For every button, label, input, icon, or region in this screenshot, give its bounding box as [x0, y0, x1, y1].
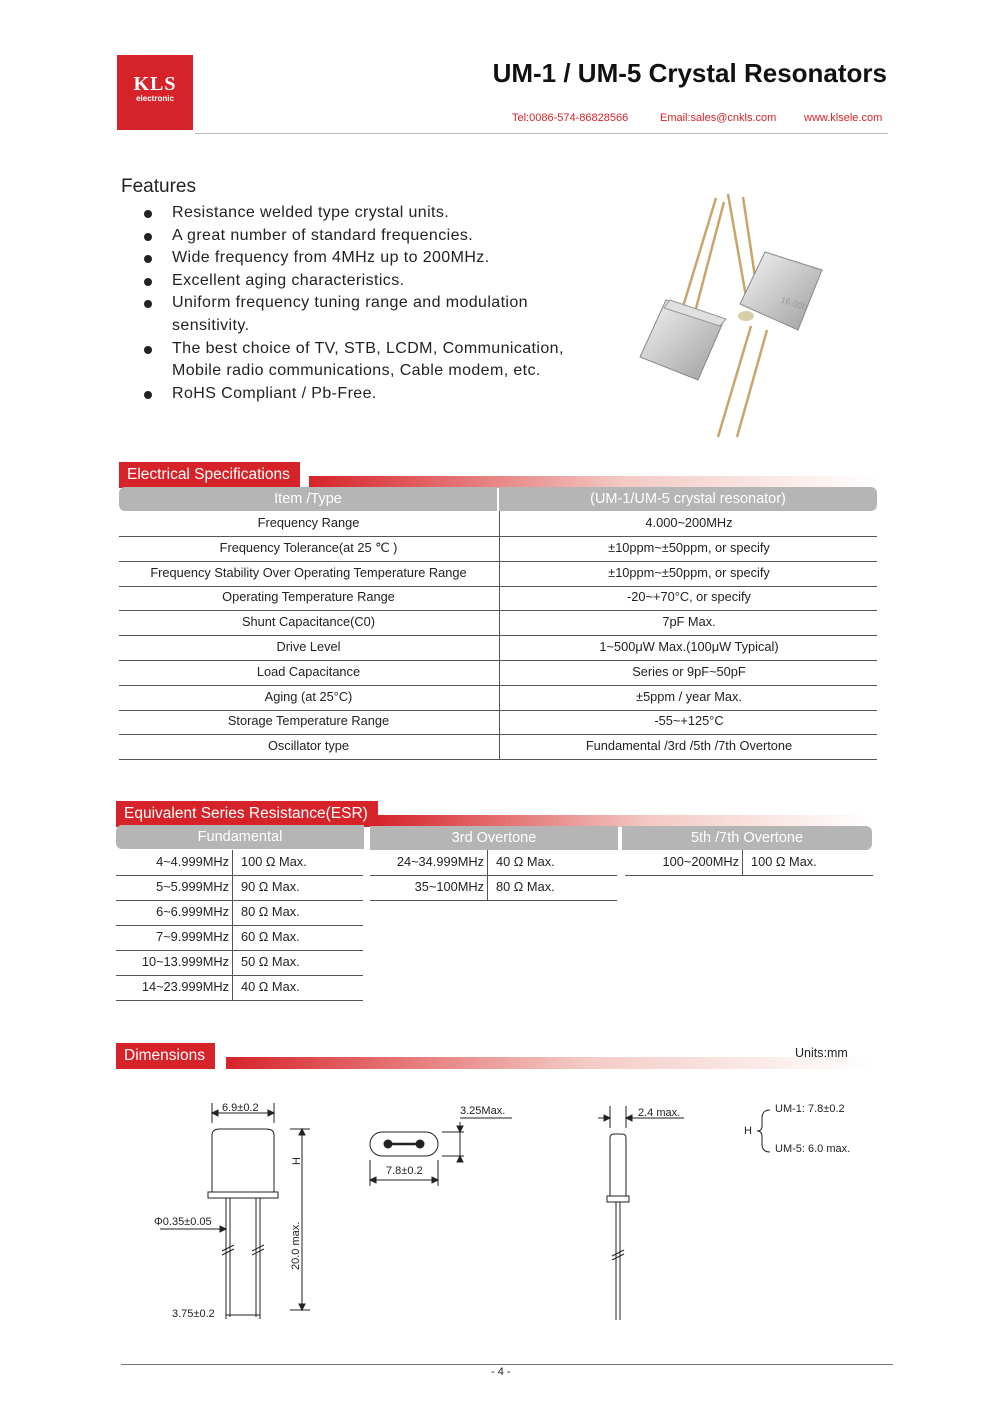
page-number: - 4 - — [491, 1366, 511, 1378]
table-row — [625, 850, 873, 876]
spec-item: Shunt Capacitance(C0) — [241, 614, 376, 629]
esr-freq: 100~200MHz — [662, 854, 739, 869]
esr-freq: 35~100MHz — [414, 879, 484, 894]
h-legend-brace — [754, 1108, 774, 1154]
table-row — [119, 635, 877, 661]
features-list — [142, 202, 582, 405]
esr-freq: 14~23.999MHz — [141, 979, 229, 994]
spec-value: Series or 9pF~50pF — [499, 660, 878, 685]
table-row — [119, 685, 877, 711]
esr-value: 40 Ω Max. — [232, 975, 363, 1000]
spec-item: Oscillator type — [267, 738, 350, 753]
table-row — [116, 850, 363, 876]
contact-website: www.klsele.com — [804, 112, 883, 124]
esr-col-fifth: 5th /7th Overtone — [622, 826, 872, 850]
table-row — [119, 660, 877, 686]
spec-value: ±10ppm~±50ppm, or specify — [499, 561, 878, 586]
contact-tel: Tel:0086-574-86828566 — [512, 112, 629, 124]
spec-item: Aging (at 25°C) — [264, 689, 353, 704]
spec-value: Fundamental /3rd /5th /7th Overtone — [499, 734, 878, 759]
h-legend-um1: UM-1: 7.8±0.2 — [775, 1103, 845, 1115]
spec-item: Frequency Range — [257, 515, 360, 530]
esr-value: 100 Ω Max. — [742, 850, 873, 875]
spec-value: 1~500μW Max.(100μW Typical) — [499, 635, 878, 660]
table-row — [370, 875, 617, 901]
table-row — [119, 610, 877, 636]
table-row — [119, 709, 877, 735]
dim-lead-length: 20.0 max. — [290, 1221, 302, 1270]
feature-item: Resistance welded type crystal units. — [142, 202, 582, 225]
esr-value: 50 Ω Max. — [232, 950, 363, 975]
company-logo — [117, 55, 193, 130]
table-row — [116, 875, 363, 901]
front-view-drawing — [140, 1095, 340, 1325]
page-title: UM-1 / UM-5 Crystal Resonators — [492, 58, 887, 88]
esr-section-header — [116, 801, 873, 827]
feature-item: Uniform frequency tuning range and modulation sensitivity. — [142, 292, 582, 337]
crystal-marking: 16.000 — [779, 294, 809, 313]
side-view-drawing — [580, 1100, 700, 1330]
feature-item: A great number of standard frequencies. — [142, 225, 582, 248]
header-divider — [195, 133, 888, 134]
esr-value: 90 Ω Max. — [232, 875, 363, 900]
contact-email: Email:sales@cnkls.com — [660, 112, 777, 124]
table-row — [116, 925, 363, 951]
spec-value: ±5ppm / year Max. — [499, 685, 878, 710]
electrical-col-value: (UM-1/UM-5 crystal resonator) — [499, 487, 877, 511]
esr-freq: 4~4.999MHz — [156, 854, 229, 869]
table-row — [116, 950, 363, 976]
dim-pitch: 3.75±0.2 — [172, 1308, 215, 1320]
spec-item: Frequency Tolerance(at 25 ℃ ) — [219, 540, 398, 555]
feature-item: Wide frequency from 4MHz up to 200MHz. — [142, 247, 582, 270]
esr-col-fundamental: Fundamental — [116, 825, 364, 849]
spec-item: Load Capacitance — [256, 664, 361, 679]
esr-section-title: Equivalent Series Resistance(ESR) — [116, 801, 378, 827]
footer-divider — [121, 1364, 893, 1365]
dim-side-width: 2.4 max. — [638, 1107, 681, 1119]
table-row — [116, 975, 363, 1001]
table-row — [119, 585, 877, 611]
spec-item: Frequency Stability Over Operating Temperature Range — [150, 565, 467, 580]
esr-value: 60 Ω Max. — [232, 925, 363, 950]
table-row — [370, 850, 617, 876]
table-row — [116, 900, 363, 926]
spec-item: Storage Temperature Range — [227, 713, 390, 728]
units-label: Units:mm — [795, 1046, 848, 1060]
spec-value: -55~+125°C — [499, 709, 878, 734]
esr-freq: 10~13.999MHz — [141, 954, 229, 969]
esr-col-third: 3rd Overtone — [370, 826, 618, 850]
esr-freq: 7~9.999MHz — [156, 929, 229, 944]
feature-item: Excellent aging characteristics. — [142, 270, 582, 293]
esr-value: 80 Ω Max. — [232, 900, 363, 925]
h-legend-um5: UM-5: 6.0 max. — [775, 1143, 851, 1155]
dim-lead-diameter: Φ0.35±0.05 — [154, 1216, 212, 1228]
table-row — [119, 734, 877, 760]
spec-value: 4.000~200MHz — [499, 511, 878, 536]
esr-value: 80 Ω Max. — [487, 875, 617, 900]
features-title: Features — [121, 176, 196, 197]
dimensions-section-title: Dimensions — [116, 1043, 215, 1069]
esr-freq: 6~6.999MHz — [156, 904, 229, 919]
esr-freq: 24~34.999MHz — [396, 854, 484, 869]
spec-value: 7pF Max. — [499, 610, 878, 635]
dimensions-section-header — [116, 1043, 871, 1069]
spec-item: Drive Level — [276, 639, 341, 654]
spec-value: -20~+70°C, or specify — [499, 585, 878, 610]
table-row — [119, 536, 877, 562]
spec-value: ±10ppm~±50ppm, or specify — [499, 536, 878, 561]
table-row — [119, 511, 877, 537]
dim-width: 6.9±0.2 — [222, 1102, 259, 1114]
top-view-drawing — [360, 1100, 520, 1190]
electrical-section-title: Electrical Specifications — [119, 462, 300, 488]
esr-value: 40 Ω Max. — [487, 850, 617, 875]
esr-value: 100 Ω Max. — [232, 850, 363, 875]
crystal-resonator-photo — [600, 192, 830, 442]
feature-item: RoHS Compliant / Pb-Free. — [142, 383, 582, 406]
logo-text: KLS — [133, 73, 177, 95]
dim-height: H — [291, 1157, 303, 1165]
table-row — [119, 561, 877, 587]
dim-top-width: 7.8±0.2 — [386, 1165, 423, 1177]
logo-subtext: electronic — [136, 94, 174, 103]
dim-thickness: 3.25Max. — [460, 1105, 506, 1117]
feature-item: The best choice of TV, STB, LCDM, Communication, Mobile radio communications, Cable modem, etc. — [142, 338, 582, 383]
spec-item: Operating Temperature Range — [222, 589, 395, 604]
electrical-section-header — [119, 462, 879, 488]
h-legend-label: H — [744, 1125, 752, 1137]
electrical-col-item: Item /Type — [119, 487, 497, 511]
esr-freq: 5~5.999MHz — [156, 879, 229, 894]
